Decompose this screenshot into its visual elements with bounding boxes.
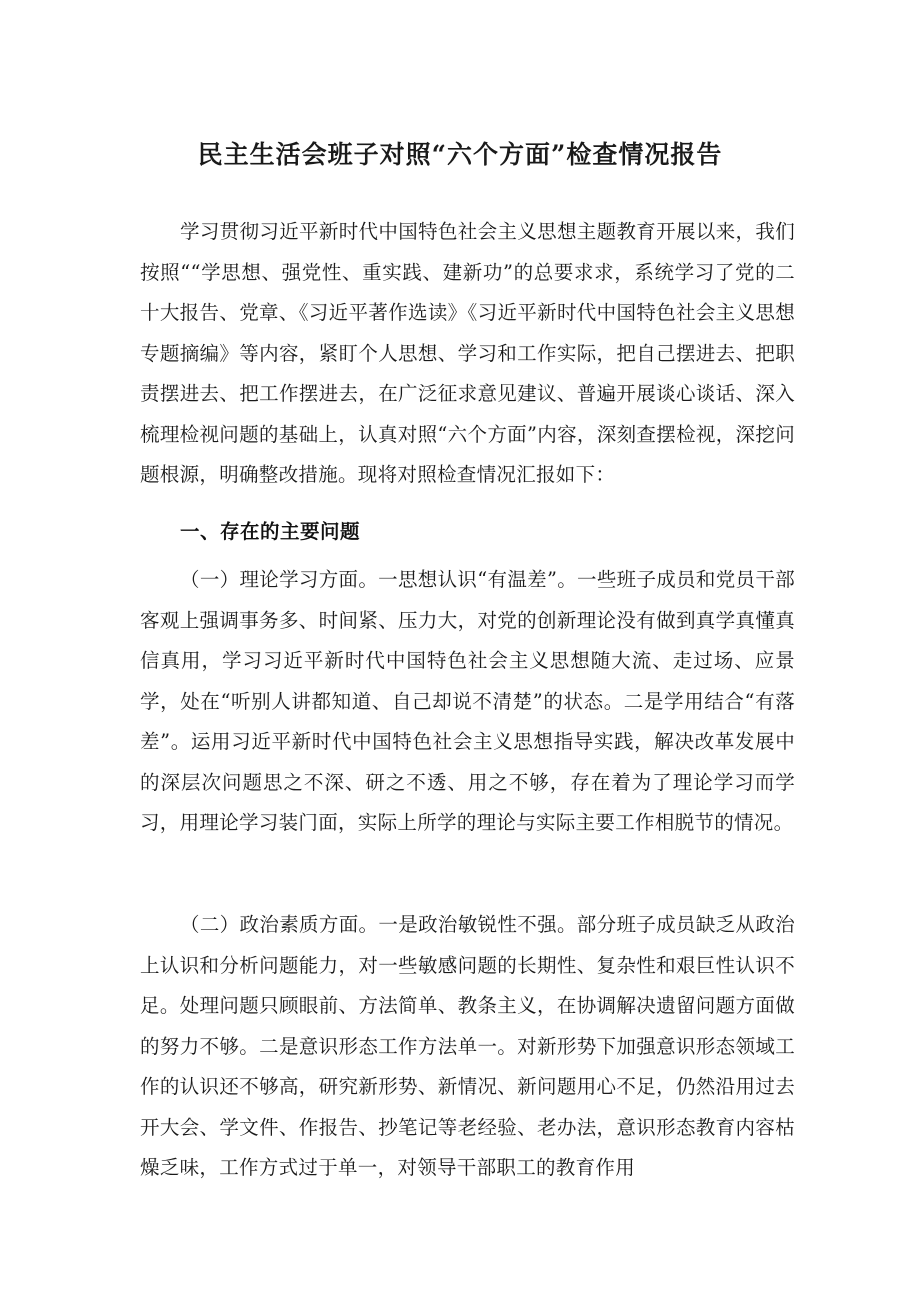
document-title: 民主生活会班子对照“六个方面”检查情况报告 [197,139,723,169]
paragraph-political-quality: （二）政治素质方面。一是政治敏锐性不强。部分班子成员缺乏从政治上认识和分析问题能力，对一些敏感问题的长期性、复杂性和艰巨性认识不足。处理问题只顾眼前、方法简单、教条主义，在协调解决遗留问题方面做的努力不够。二是意识形态工作方法单一。对新形势下加强意识形态领域工作的认识还不够高，研究新形势、新情况、新问题用心不足，仍然沿用过去开大会、学文件、作报告、抄笔记等老经验、老办法，意识形态教育内容枯燥乏味，工作方式过于单一，对领导干部职工的教育作用 [140,913,795,1179]
paragraph-theory-study: （一）理论学习方面。一思想认识“有温差”。一些班子成员和党员干部客观上强调事务多、时间紧、压力大，对党的创新理论没有做到真学真懂真信真用，学习习近平新时代中国特色社会主义思想随大流、走过场、应景学，处在“听别人讲都知道、自己却说不清楚”的状态。二是学用结合“有落差”。运用习近平新时代中国特色社会主义思想指导实践，解决改革发展中的深层次问题思之不深、研之不透、用之不够，存在着为了理论学习而学习，用理论学习装门面，实际上所学的理论与实际主要工作相脱节的情况。 [140,568,795,834]
intro-paragraph: 学习贯彻习近平新时代中国特色社会主义思想主题教育开展以来，我们按照““学思想、强党性、重实践、建新功”的总要求求，系统学习了党的二十大报告、党章、《习近平著作选读》《习近平新时代中国特色社会主义思想专题摘编》等内容，紧盯个人思想、学习和工作实际，把自己摆进去、把职责摆进去、把工作摆进去，在广泛征求意见建议、普遍开展谈心谈话、深入梳理检视问题的基础上，认真对照“六个方面”内容，深刻查摆检视，深挖问题根源，明确整改措施。现将对照检查情况汇报如下： [140,220,795,486]
section-heading-main-problems: 一、存在的主要问题 [180,520,361,543]
